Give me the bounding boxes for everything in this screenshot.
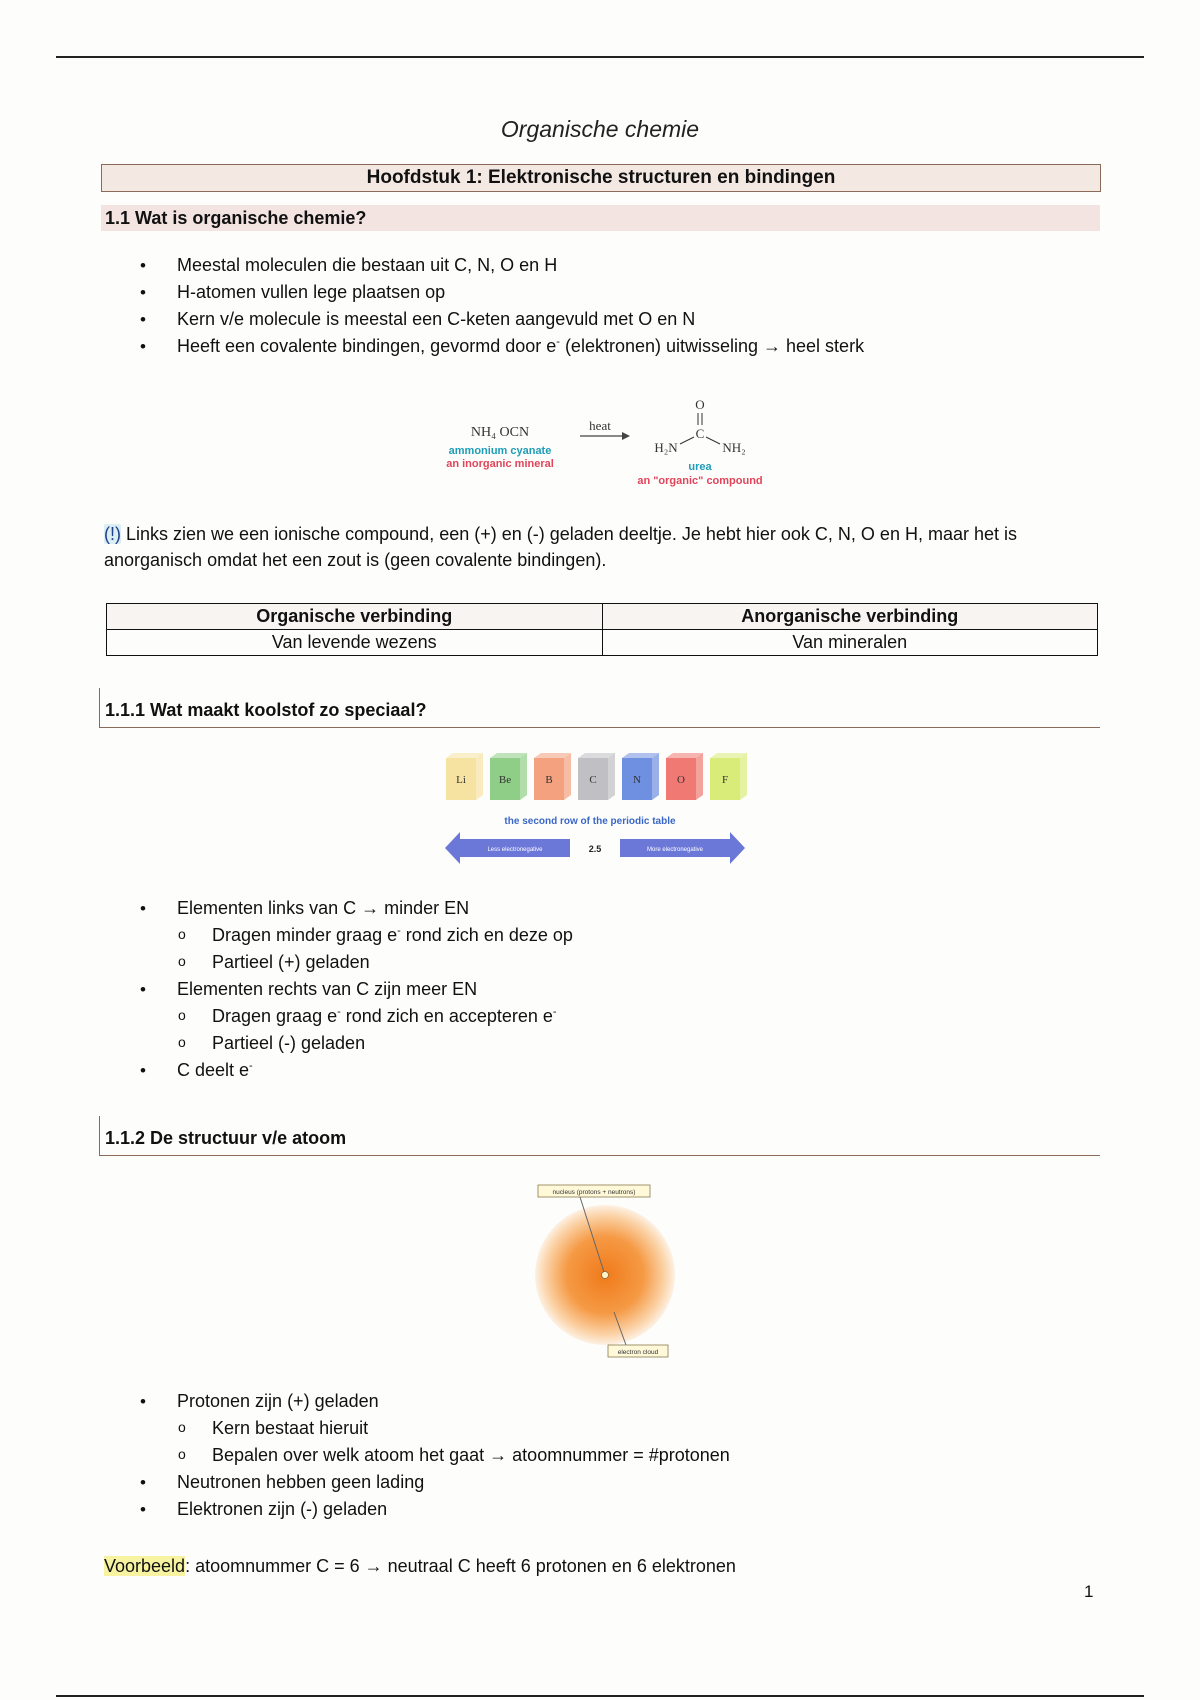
product-name: urea <box>688 461 712 473</box>
top-rule <box>56 56 1144 58</box>
bond-right <box>706 437 720 444</box>
note-marker: (!) <box>104 524 121 544</box>
table-cell: Van mineralen <box>602 630 1098 656</box>
sub-list-item: o Partieel (+) geladen <box>140 949 573 976</box>
element-block-side <box>476 753 483 800</box>
sub-list <box>140 1003 573 1057</box>
list-item: • Meestal moleculen die bestaan uit C, N, O en H <box>140 252 864 279</box>
product-class: an "organic" compound <box>637 475 763 487</box>
element-block-side <box>740 753 747 800</box>
bullet-list-1-1-2 <box>140 1388 730 1523</box>
element-symbol: B <box>545 774 553 786</box>
document-title: Organische chemie <box>500 116 700 142</box>
bottom-rule <box>56 1695 1144 1697</box>
list-item: • Kern v/e molecule is meestal een C-keten aangevuld met O en N <box>140 306 864 333</box>
periodic-caption: the second row of the periodic table <box>504 816 676 827</box>
left-arrow-label: Less electronegative <box>487 847 543 853</box>
bond-left <box>680 437 694 444</box>
element-block-side <box>608 753 615 800</box>
product-amine-left: H₂N <box>654 440 678 455</box>
arrow-label: heat <box>589 418 611 433</box>
product-amine-right: NH₂ <box>722 440 746 455</box>
table-row <box>107 630 1098 656</box>
sub-list <box>140 1415 730 1469</box>
chapter-heading: Hoofdstuk 1: Elektronische structuren en bindingen <box>101 164 1101 192</box>
list-item: • Elementen rechts van C zijn meer EN o Dragen graag e- rond zich en accepteren e- o Partieel (-) geladen <box>140 976 573 1057</box>
nucleus-dot <box>602 1272 609 1279</box>
sub-list-item: o Dragen minder graag e- rond zich en deze op <box>140 922 573 949</box>
reaction-figure <box>430 392 790 497</box>
nucleus-label: nucleus (protons + neutrons) <box>552 1189 636 1196</box>
element-symbol: Li <box>456 774 466 786</box>
element-symbol: O <box>677 774 685 786</box>
periodic-row-figure <box>440 750 770 868</box>
comparison-table <box>106 603 1098 656</box>
example-label: Voorbeeld <box>104 1556 186 1576</box>
bullet-list-1-1 <box>140 252 864 360</box>
bullet-list-1-1-1 <box>140 895 573 1084</box>
list-item: • Elementen links van C → minder EN o Dragen minder graag e- rond zich en deze op o Partieel (+) geladen <box>140 895 573 976</box>
section-heading-1-1-1: 1.1.1 Wat maakt koolstof zo speciaal? <box>99 688 1100 728</box>
table-header-cell: Organische verbinding <box>107 604 603 630</box>
table-cell: Van levende wezens <box>107 630 603 656</box>
list-item: • H-atomen vullen lege plaatsen op <box>140 279 864 306</box>
product-oxygen: O <box>695 397 705 412</box>
atom-figure <box>520 1180 690 1365</box>
sub-list-item: o Partieel (-) geladen <box>140 1030 573 1057</box>
element-symbol: F <box>721 774 729 786</box>
element-block-side <box>652 753 659 800</box>
right-arrow-label: More electronegative <box>646 847 704 853</box>
sub-list-item: o Kern bestaat hieruit <box>140 1415 730 1442</box>
element-symbol: C <box>589 774 597 786</box>
element-block-side <box>696 753 703 800</box>
element-symbol: Be <box>498 774 512 786</box>
cloud-label: electron cloud <box>617 1349 659 1356</box>
sub-list-item: o Bepalen over welk atoom het gaat → atoomnummer = #protonen <box>140 1442 730 1469</box>
section-heading-1-1: 1.1 Wat is organische chemie? <box>101 205 1100 231</box>
list-item: • Protonen zijn (+) geladen o Kern bestaat hieruit o Bepalen over welk atoom het gaat → atoomnummer = #protonen <box>140 1388 730 1469</box>
product-carbon: C <box>695 426 705 441</box>
table-header-cell: Anorganische verbinding <box>602 604 1098 630</box>
list-item: • Heeft een covalente bindingen, gevormd door e- (elektronen) uitwisseling → heel sterk <box>140 333 864 360</box>
reactant-class: an inorganic mineral <box>446 458 554 470</box>
element-block-side <box>520 753 527 800</box>
reactant-name: ammonium cyanate <box>448 445 552 457</box>
reaction-arrowhead <box>622 432 630 440</box>
section-heading-1-1-2: 1.1.2 De structuur v/e atoom <box>99 1116 1100 1156</box>
note-paragraph: (!) Links zien we een ionische compound, een (+) en (-) geladen deeltje. Je hebt hier ook C, N, O en H, maar het is anorganisch omdat het een zout is (geen covalente bindingen). <box>104 524 1017 570</box>
sub-list-item: o Dragen graag e- rond zich en accepteren e- <box>140 1003 573 1030</box>
element-symbol: N <box>633 774 641 786</box>
center-value: 2.5 <box>588 844 602 854</box>
list-item: • C deelt e- <box>140 1057 573 1084</box>
list-item: • Elektronen zijn (-) geladen <box>140 1496 730 1523</box>
table-header-row <box>107 604 1098 630</box>
sub-list <box>140 922 573 976</box>
example-paragraph: Voorbeeld: atoomnummer C = 6 → neutraal C heeft 6 protonen en 6 elektronen <box>104 1556 736 1576</box>
reactant-formula: NH₄ OCN <box>470 425 530 440</box>
page-number: 1 <box>1084 1582 1094 1601</box>
element-block-side <box>564 753 571 800</box>
list-item: • Neutronen hebben geen lading <box>140 1469 730 1496</box>
